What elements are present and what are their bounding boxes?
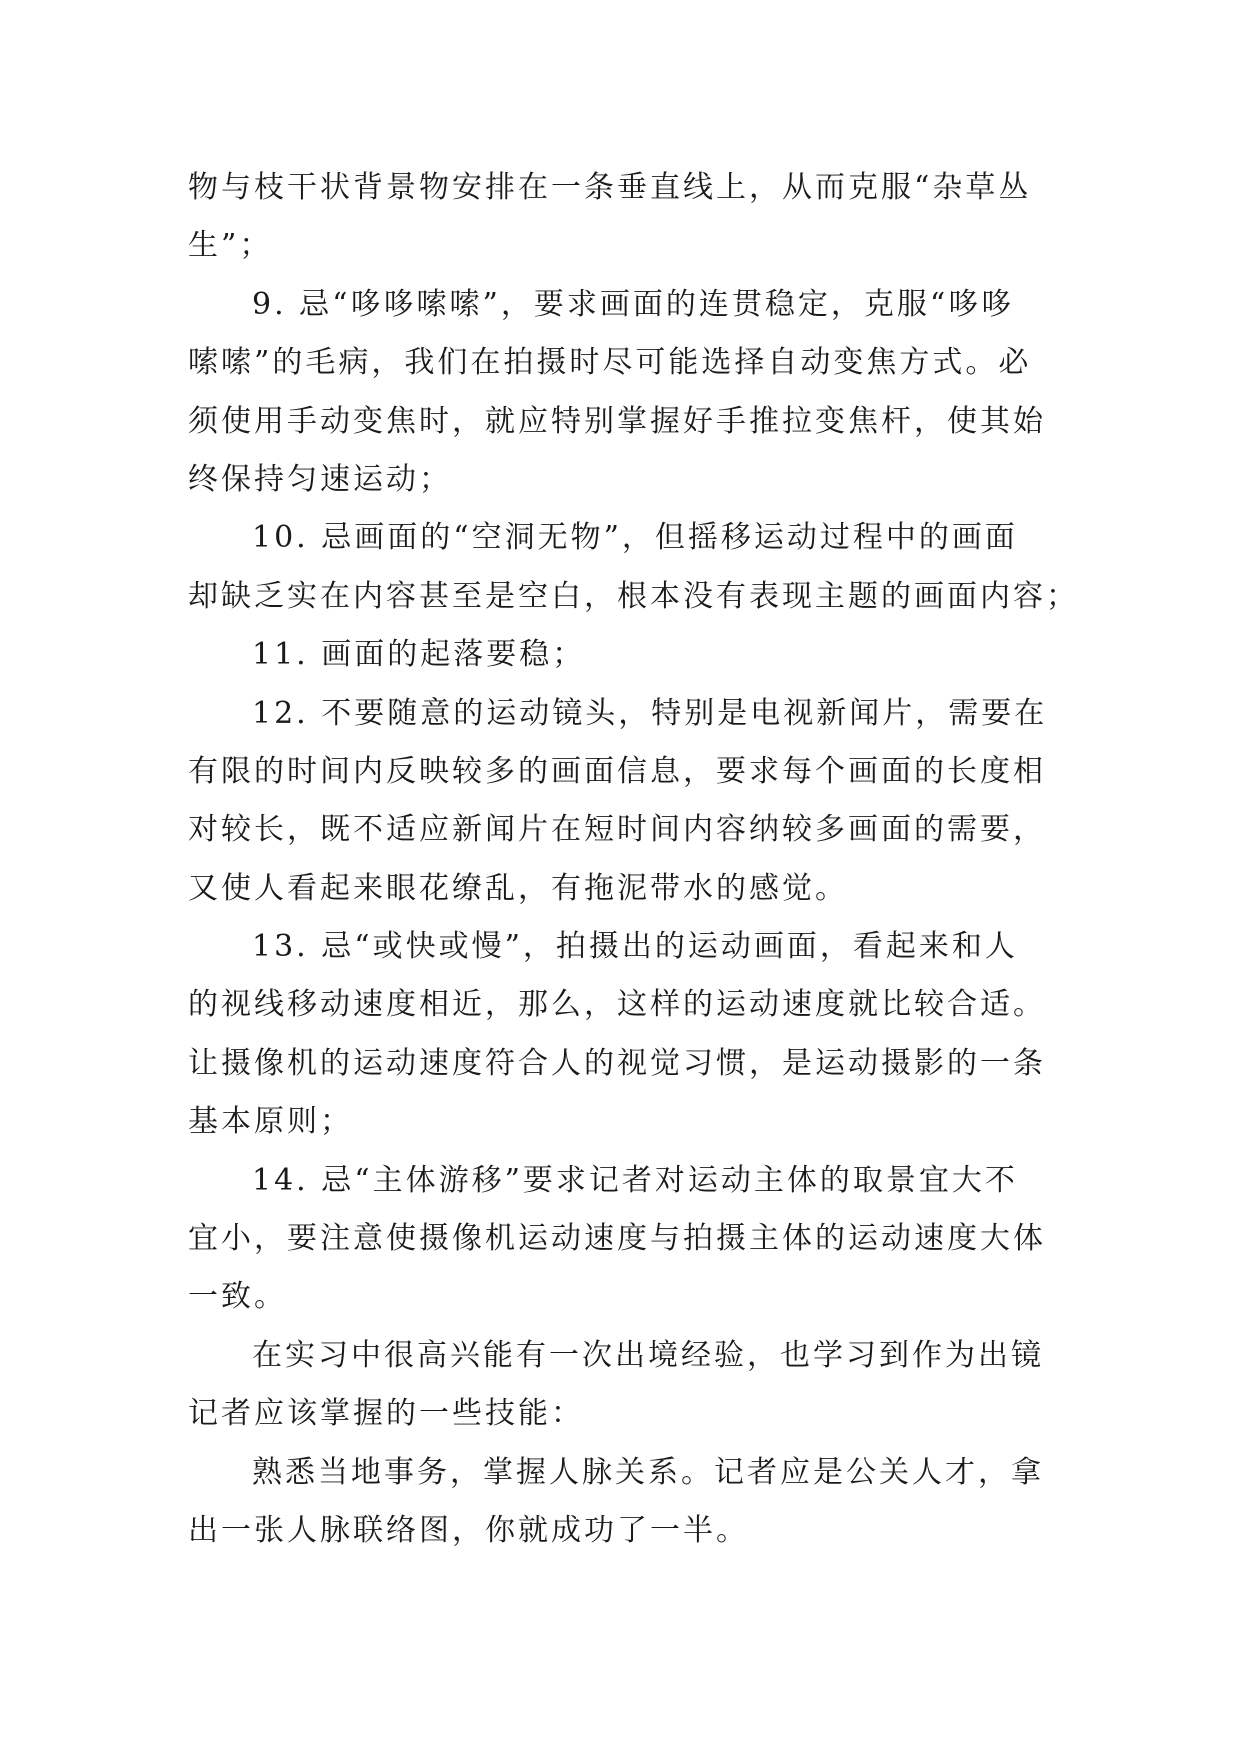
text-line: 在实习中很高兴能有一次出境经验，也学习到作为出镜 xyxy=(252,1337,1044,1373)
text-line: 13. 忌“或快或慢”，拍摄出的运动画面，看起来和人 xyxy=(252,929,1018,965)
text-line: 10. 忌画面的“空洞无物”，但摇移运动过程中的画面 xyxy=(252,520,1018,556)
text-line: 却缺乏实在内容甚至是空白，根本没有表现主题的画面内容； xyxy=(188,578,1079,614)
text-line: 生”； xyxy=(188,228,273,264)
text-line: 物与枝干状背景物安排在一条垂直线上，从而克服“杂草丛 xyxy=(188,170,1032,205)
text-line: 有限的时间内反映较多的画面信息，要求每个画面的长度相 xyxy=(188,753,1046,789)
body-text xyxy=(188,159,1079,1560)
text-line: 宜小，要注意使摄像机运动速度与拍摄主体的运动速度大体 xyxy=(188,1221,1046,1257)
text-line: 让摄像机的运动速度符合人的视觉习惯，是运动摄影的一条 xyxy=(188,1045,1046,1081)
text-line: 基本原则； xyxy=(188,1104,353,1140)
text-line: 12. 不要随意的运动镜头，特别是电视新闻片，需要在 xyxy=(252,695,1048,731)
text-line: 嗦嗦”的毛病，我们在拍摄时尽可能选择自动变焦方式。必 xyxy=(188,345,1032,381)
text-line: 出一张人脉联络图，你就成功了一半。 xyxy=(188,1512,749,1548)
text-line: 一致。 xyxy=(188,1279,287,1315)
text-line: 9. 忌“哆哆嗦嗦”，要求画面的连贯稳定，克服“哆哆 xyxy=(252,286,1015,322)
text-line: 11. 画面的起落要稳； xyxy=(252,637,586,673)
text-line: 记者应该掌握的一些技能： xyxy=(188,1396,584,1432)
text-line: 又使人看起来眼花缭乱，有拖泥带水的感觉。 xyxy=(188,870,848,906)
text-line: 须使用手动变焦时，就应特别掌握好手推拉变焦杆，使其始 xyxy=(188,403,1046,439)
text-line: 熟悉当地事务，掌握人脉关系。记者应是公关人才，拿 xyxy=(252,1454,1044,1490)
text-line: 14. 忌“主体游移”要求记者对运动主体的取景宜大不 xyxy=(252,1162,1018,1198)
text-line: 终保持匀速运动； xyxy=(188,461,452,497)
text-line: 的视线移动速度相近，那么，这样的运动速度就比较合适。 xyxy=(188,987,1046,1023)
text-line: 对较长，既不适应新闻片在短时间内容纳较多画面的需要， xyxy=(188,812,1046,848)
